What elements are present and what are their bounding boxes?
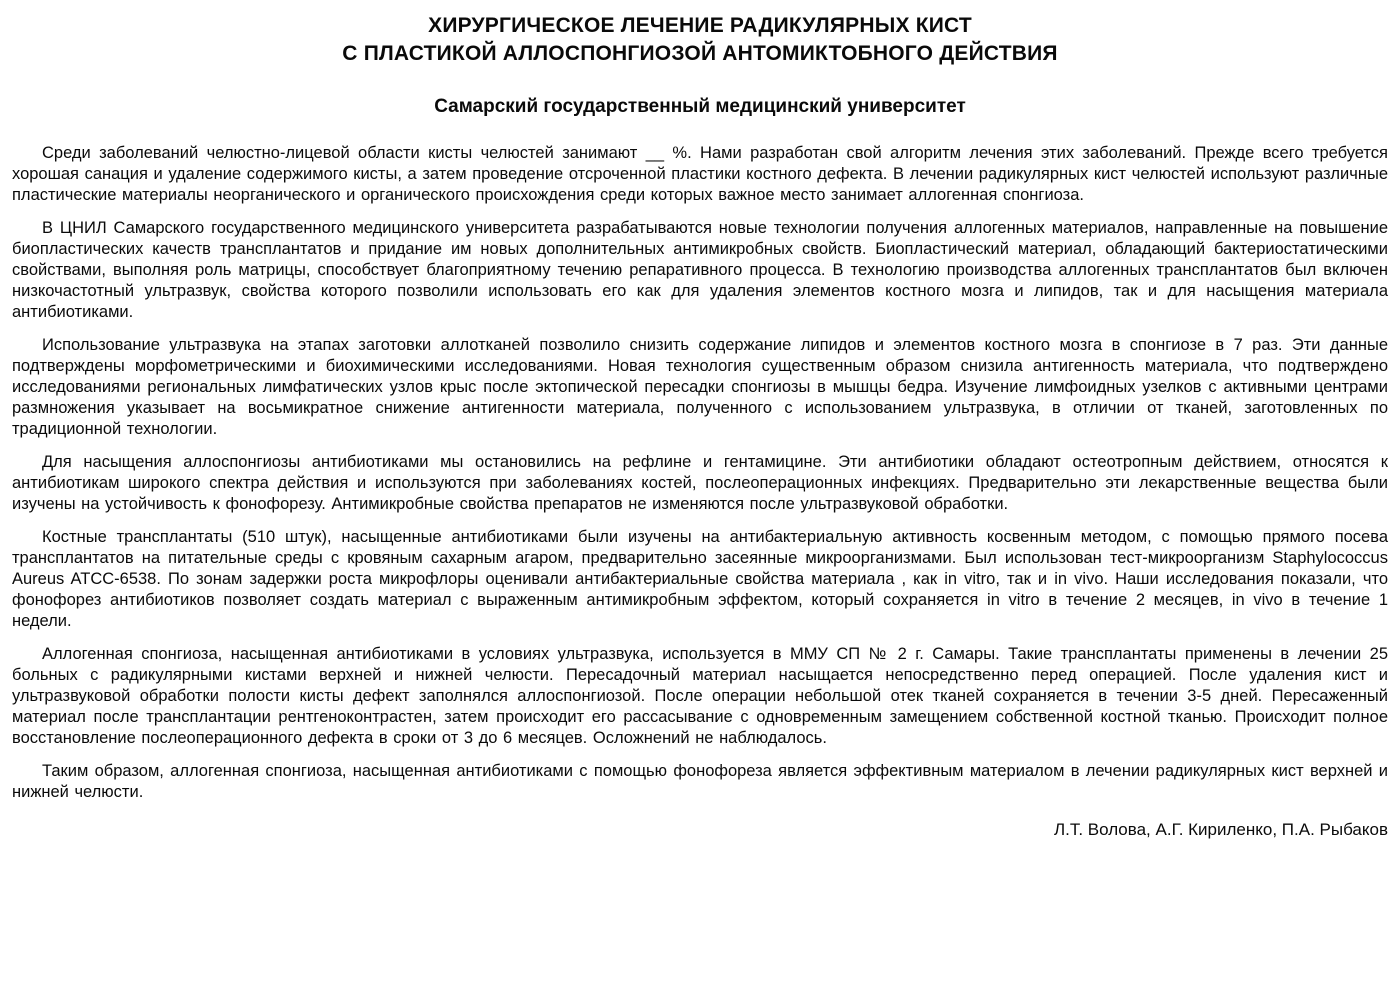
paragraph-transplant-study: Костные трансплантаты (510 штук), насыщенные антибиотиками были изучены на антибактериальную активность косвенным методом, с помощью прямого посева трансплантатов на питательные среды с кровяным сахарным агаром, предварительно засеянные микроорганизмами. Был использован тест-микроорганизм Staphylococcus Aureus ATCC-6538. По зонам задержки роста микрофлоры оценивали антибактериальные свойства материала , как in vitro, так и in vivo. Наши исследования показали, что фонофорез антибиотиков позволяет создать материал с выраженным антимикробным эффектом, который сохраняется in vitro в течение 2 месяцев, in vivo в течение 1 недели. — [12, 528, 1388, 630]
paragraph-intro: Среди заболеваний челюстно-лицевой области кисты челюстей занимают __ %. Нами разработан свой алгоритм лечения этих заболеваний. Прежде всего требуется хорошая санация и удаление содержимого кисты, а затем проведение отсроченной пластики костного дефекта. В лечении радикулярных кист челюстей используют различные пластические материалы неорганического и органического происхождения среди которых важное место занимает аллогенная спонгиоза. — [12, 144, 1388, 204]
document-title — [12, 12, 1388, 68]
institution-subtitle: Самарский государственный медицинский университет — [434, 96, 966, 117]
paragraph-clinical-use: Аллогенная спонгиоза, насыщенная антибиотиками в условиях ультразвука, используется в ММУ СП № 2 г. Самары. Такие трансплантаты применены в лечении 25 больных с радикулярными кистами верхней и нижней челюсти. Пересадочный материал насыщается непосредственно перед операцией. После удаления кист и ультразвуковой обработки полости кисты дефект заполнялся аллоспонгиозой. После операции небольшой отек тканей сохраняется в течении 3-5 дней. Пересаженный материал после трансплантации рентгеноконтрастен, затем происходит его рассасывание с одновременным замещением собственной костной тканью. Происходит полное восстановление послеоперационного дефекта в сроки от 3 до 6 месяцев. Осложнений не наблюдалось. — [12, 645, 1388, 747]
authors-line: Л.Т. Волова, А.Г. Кириленко, П.А. Рыбаков — [1053, 820, 1388, 839]
paragraph-ultrasound-results: Использование ультразвука на этапах заготовки аллотканей позволило снизить содержание липидов и элементов костного мозга в спонгиозе в 7 раз. Эти данные подтверждены морфометрическими и биохимическими исследованиями. Новая технология существенным образом снизила антигенность материала, что подтверждено исследованиями региональных лимфатических узлов крыс после эктопической пересадки спонгиозы в мышцы бедра. Изучение лимфоидных узелков с активными центрами размножения указывает на восьмикратное снижение антигенности материала, полученного с использованием ультразвука, в отличии от тканей, заготовленных по традиционной технологии. — [12, 336, 1388, 438]
paragraph-technology: В ЦНИЛ Самарского государственного медицинского университета разрабатываются новые технологии получения аллогенных материалов, направленные на повышение биопластических качеств трансплантатов и придание им новых дополнительных антимикробных свойств. Биопластический материал, обладающий бактериостатическими свойствами, выполняя роль матрицы, способствует благоприятному течению репаративного процесса. В технологию производства аллогенных трансплантатов был включен низкочастотный ультразвук, свойства которого позволили использовать его как для удаления элементов костного мозга и липидов, так и для насыщения материала антибиотиками. — [12, 219, 1388, 321]
paragraph-antibiotics: Для насыщения аллоспонгиозы антибиотиками мы остановились на рефлине и гентамицине. Эти антибиотики обладают остеотропным действием, относятся к антибиотикам широкого спектра действия и используются при заболеваниях костей, послеоперационных инфекциях. Предварительно эти лекарственные вещества были изучены на устойчивость к фонофорезу. Антимикробные свойства препаратов не изменяются после ультразвуковой обработки. — [12, 453, 1388, 513]
document-body — [12, 143, 1388, 803]
title-line-1: ХИРУРГИЧЕСКОЕ ЛЕЧЕНИЕ РАДИКУЛЯРНЫХ КИСТ — [428, 14, 972, 37]
title-line-2: С ПЛАСТИКОЙ АЛЛОСПОНГИОЗОЙ АНТОМИКТОБНОГО ДЕЙСТВИЯ — [342, 42, 1058, 65]
paragraph-conclusion: Таким образом, аллогенная спонгиоза, насыщенная антибиотиками с помощью фонофореза является эффективным материалом в лечении радикулярных кист верхней и нижней челюсти. — [12, 762, 1388, 801]
